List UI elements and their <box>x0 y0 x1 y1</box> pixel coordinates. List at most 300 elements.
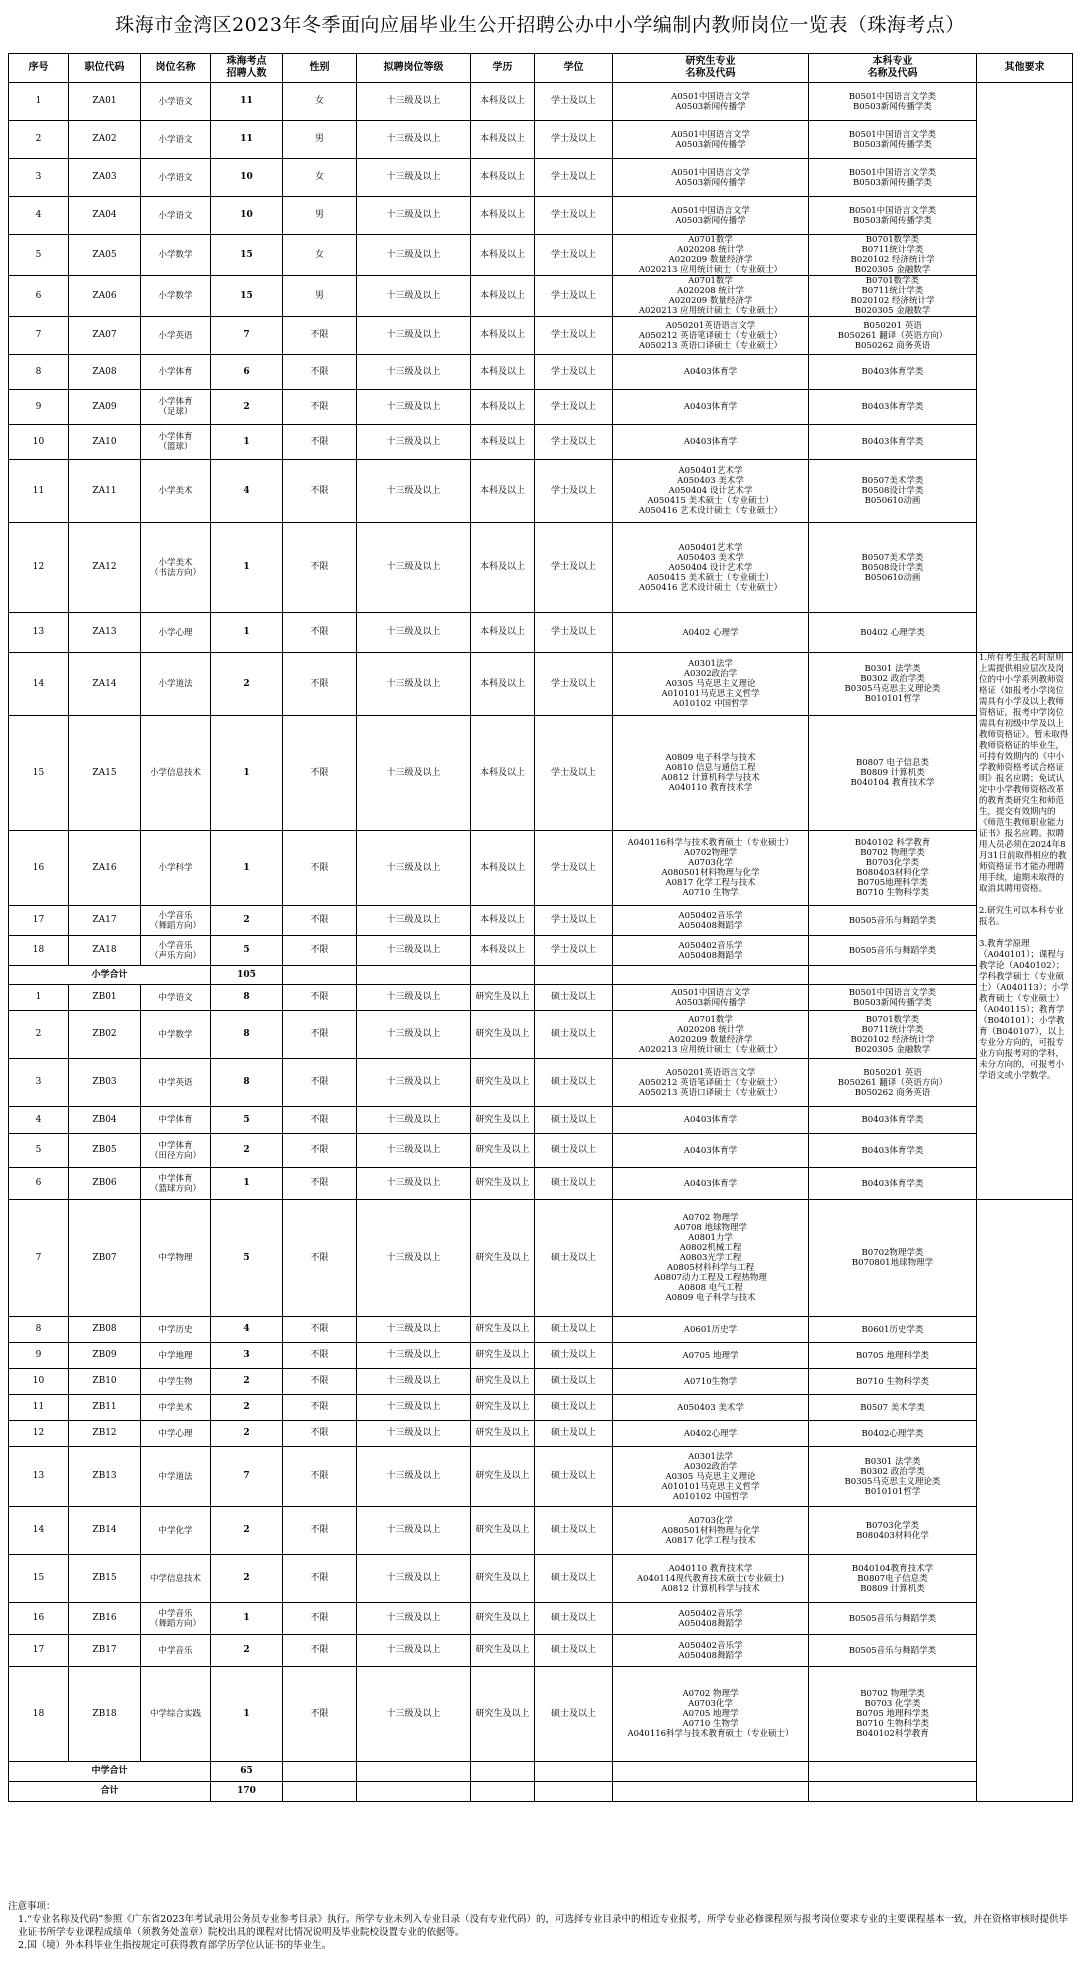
cell-gender: 不限 <box>283 390 357 425</box>
cell-degree: 学士及以上 <box>535 716 613 831</box>
table-row <box>9 906 1073 936</box>
header-gender: 性别 <box>283 54 357 83</box>
cell-degree: 学士及以上 <box>535 276 613 317</box>
cell-degree: 学士及以上 <box>535 83 613 121</box>
table-body <box>9 83 1073 1802</box>
cell-code: ZA01 <box>69 83 141 121</box>
cell-position: 中学美术 <box>141 1395 211 1421</box>
table-row <box>9 1421 1073 1447</box>
cell-degree: 学士及以上 <box>535 653 613 716</box>
empty-cell <box>535 966 613 985</box>
cell-ug-major: B0505音乐与舞蹈学类 <box>809 906 977 936</box>
empty-cell <box>283 1782 357 1802</box>
cell-code: ZB01 <box>69 985 141 1011</box>
cell-level: 十三级及以上 <box>357 159 471 197</box>
cell-ug-major: B0403体育学类 <box>809 1134 977 1168</box>
cell-position: 中学化学 <box>141 1507 211 1555</box>
cell-level: 十三级及以上 <box>357 1667 471 1762</box>
table-row <box>9 653 1073 716</box>
cell-count: 2 <box>211 390 283 425</box>
cell-count: 1 <box>211 425 283 460</box>
cell-count: 2 <box>211 1507 283 1555</box>
cell-seq: 6 <box>9 276 69 317</box>
cell-ug-major: B0505音乐与舞蹈学类 <box>809 1603 977 1635</box>
cell-code: ZB07 <box>69 1200 141 1317</box>
cell-count: 5 <box>211 1200 283 1317</box>
empty-cell <box>283 966 357 985</box>
cell-position: 小学数学 <box>141 276 211 317</box>
cell-code: ZA06 <box>69 276 141 317</box>
cell-grad-major: A050201英语语言文学 A050212 英语笔译硕士（专业硕士） A050213 英语口译硕士（专业硕士） <box>613 1059 809 1107</box>
cell-count: 1 <box>211 1168 283 1200</box>
cell-position: 小学体育 <box>141 355 211 390</box>
cell-level: 十三级及以上 <box>357 1011 471 1059</box>
cell-education: 研究生及以上 <box>471 1667 535 1762</box>
cell-count: 8 <box>211 1011 283 1059</box>
cell-ug-major: B0501中国语言文学类 B0503新闻传播学类 <box>809 121 977 159</box>
cell-level: 十三级及以上 <box>357 425 471 460</box>
cell-code: ZA14 <box>69 653 141 716</box>
cell-code: ZB12 <box>69 1421 141 1447</box>
empty-cell <box>471 1782 535 1802</box>
cell-position: 小学道法 <box>141 653 211 716</box>
cell-count: 2 <box>211 1134 283 1168</box>
cell-position: 中学体育 <box>141 1107 211 1134</box>
cell-gender: 不限 <box>283 1603 357 1635</box>
header-edu: 学历 <box>471 54 535 83</box>
subtotal-label: 中学合计 <box>9 1762 211 1782</box>
cell-degree: 硕士及以上 <box>535 985 613 1011</box>
cell-count: 2 <box>211 1395 283 1421</box>
cell-gender: 不限 <box>283 1343 357 1369</box>
empty-cell <box>471 1762 535 1782</box>
cell-code: ZB18 <box>69 1667 141 1762</box>
cell-code: ZA07 <box>69 317 141 355</box>
cell-code: ZA12 <box>69 523 141 613</box>
empty-cell <box>809 1762 977 1782</box>
cell-code: ZB14 <box>69 1507 141 1555</box>
cell-education: 本科及以上 <box>471 523 535 613</box>
cell-degree: 学士及以上 <box>535 906 613 936</box>
cell-count: 5 <box>211 1107 283 1134</box>
cell-level: 十三级及以上 <box>357 1343 471 1369</box>
table-row <box>9 1317 1073 1343</box>
cell-level: 十三级及以上 <box>357 1317 471 1343</box>
cell-count: 6 <box>211 355 283 390</box>
cell-degree: 硕士及以上 <box>535 1369 613 1395</box>
table-row <box>9 613 1073 653</box>
cell-education: 本科及以上 <box>471 425 535 460</box>
cell-level: 十三级及以上 <box>357 985 471 1011</box>
cell-level: 十三级及以上 <box>357 390 471 425</box>
cell-level: 十三级及以上 <box>357 1395 471 1421</box>
cell-count: 1 <box>211 831 283 906</box>
cell-gender: 不限 <box>283 1168 357 1200</box>
cell-degree: 硕士及以上 <box>535 1635 613 1667</box>
cell-code: ZB05 <box>69 1134 141 1168</box>
cell-education: 研究生及以上 <box>471 1447 535 1507</box>
table-row <box>9 831 1073 906</box>
cell-gender: 不限 <box>283 1369 357 1395</box>
table-row <box>9 159 1073 197</box>
cell-level: 十三级及以上 <box>357 1168 471 1200</box>
cell-ug-major: B040102 科学教育 B0702 物理学类 B0703化学类 B080403材料化学 B0705地理科学类 B0710 生物科学类 <box>809 831 977 906</box>
cell-level: 十三级及以上 <box>357 1369 471 1395</box>
cell-degree: 学士及以上 <box>535 159 613 197</box>
cell-education: 研究生及以上 <box>471 1603 535 1635</box>
cell-ug-major: B0403体育学类 <box>809 425 977 460</box>
cell-position: 中学音乐 （舞蹈方向） <box>141 1603 211 1635</box>
subtotal-count: 105 <box>211 966 283 985</box>
cell-code: ZB13 <box>69 1447 141 1507</box>
cell-seq: 1 <box>9 985 69 1011</box>
table-row <box>9 235 1073 276</box>
cell-count: 8 <box>211 1059 283 1107</box>
cell-ug-major: B0705 地理科学类 <box>809 1343 977 1369</box>
cell-degree: 学士及以上 <box>535 317 613 355</box>
cell-position: 小学美术 <box>141 460 211 523</box>
cell-level: 十三级及以上 <box>357 653 471 716</box>
cell-code: ZA18 <box>69 936 141 966</box>
cell-position: 中学语文 <box>141 985 211 1011</box>
cell-count: 15 <box>211 235 283 276</box>
cell-level: 十三级及以上 <box>357 197 471 235</box>
cell-level: 十三级及以上 <box>357 235 471 276</box>
cell-education: 本科及以上 <box>471 159 535 197</box>
cell-ug-major: B0701数学类 B0711统计学类 B020102 经济统计学 B020305 金融数学 <box>809 235 977 276</box>
cell-grad-major: A050403 美术学 <box>613 1395 809 1421</box>
cell-gender: 不限 <box>283 906 357 936</box>
cell-education: 本科及以上 <box>471 235 535 276</box>
cell-gender: 不限 <box>283 936 357 966</box>
cell-ug-major: B0701数学类 B0711统计学类 B020102 经济统计学 B020305 金融数学 <box>809 276 977 317</box>
cell-education: 本科及以上 <box>471 197 535 235</box>
cell-degree: 硕士及以上 <box>535 1059 613 1107</box>
cell-seq: 3 <box>9 1059 69 1107</box>
cell-position: 中学道法 <box>141 1447 211 1507</box>
cell-gender: 男 <box>283 121 357 159</box>
cell-ug-major: B0710 生物科学类 <box>809 1369 977 1395</box>
cell-code: ZB16 <box>69 1603 141 1635</box>
cell-ug-major: B0702物理学类 B070801地球物理学 <box>809 1200 977 1317</box>
cell-level: 十三级及以上 <box>357 523 471 613</box>
table-row <box>9 1447 1073 1507</box>
table-row <box>9 197 1073 235</box>
cell-gender: 不限 <box>283 523 357 613</box>
cell-seq: 16 <box>9 831 69 906</box>
cell-grad-major: A050402音乐学 A050408舞蹈学 <box>613 1635 809 1667</box>
cell-seq: 16 <box>9 1603 69 1635</box>
table-row <box>9 1343 1073 1369</box>
cell-gender: 不限 <box>283 716 357 831</box>
cell-ug-major: B0403体育学类 <box>809 1168 977 1200</box>
cell-education: 研究生及以上 <box>471 1343 535 1369</box>
table-row <box>9 1369 1073 1395</box>
cell-position: 小学科学 <box>141 831 211 906</box>
cell-level: 十三级及以上 <box>357 1555 471 1603</box>
header-name: 岗位名称 <box>141 54 211 83</box>
cell-level: 十三级及以上 <box>357 1059 471 1107</box>
cell-code: ZB08 <box>69 1317 141 1343</box>
cell-code: ZA04 <box>69 197 141 235</box>
cell-position: 中学体育 （篮球方向） <box>141 1168 211 1200</box>
cell-code: ZA17 <box>69 906 141 936</box>
cell-degree: 学士及以上 <box>535 235 613 276</box>
empty-cell <box>613 1782 809 1802</box>
table-row <box>9 121 1073 159</box>
cell-level: 十三级及以上 <box>357 1447 471 1507</box>
cell-grad-major: A0501中国语言文学 A0503新闻传播学 <box>613 985 809 1011</box>
cell-ug-major: B0301 法学类 B0302 政治学类 B0305马克思主义理论类 B010101哲学 <box>809 1447 977 1507</box>
cell-education: 本科及以上 <box>471 613 535 653</box>
cell-position: 小学语文 <box>141 121 211 159</box>
cell-level: 十三级及以上 <box>357 936 471 966</box>
note-1: 1.“专业名称及代码”参照《广东省2023年考试录用公务员专业参考目录》执行。所学专业未列入专业目录（没有专业代码）的，可选择专业目录中的相近专业报考，所学专业必修课程须与报考岗位要求专业的主要课程基本一致，并在资格审核时提供毕业证书所学专业课程成绩单（须教务处盖章）院校出具的课程对比情况说明及毕业院校设置专业的依据等。 <box>18 1914 1068 1938</box>
table-row <box>9 985 1073 1011</box>
cell-code: ZA13 <box>69 613 141 653</box>
cell-degree: 学士及以上 <box>535 831 613 906</box>
cell-level: 十三级及以上 <box>357 317 471 355</box>
cell-position: 中学综合实践 <box>141 1667 211 1762</box>
cell-education: 本科及以上 <box>471 831 535 906</box>
cell-code: ZB06 <box>69 1168 141 1200</box>
cell-education: 研究生及以上 <box>471 1168 535 1200</box>
cell-education: 研究生及以上 <box>471 1395 535 1421</box>
cell-position: 小学美术 （书法方向） <box>141 523 211 613</box>
header-code: 职位代码 <box>69 54 141 83</box>
cell-seq: 9 <box>9 390 69 425</box>
cell-grad-major: A0703化学 A080501材料物理与化学 A0817 化学工程与技术 <box>613 1507 809 1555</box>
cell-education: 本科及以上 <box>471 716 535 831</box>
table-row <box>9 276 1073 317</box>
cell-gender: 不限 <box>283 1011 357 1059</box>
cell-code: ZA15 <box>69 716 141 831</box>
cell-level: 十三级及以上 <box>357 121 471 159</box>
cell-grad-major: A0702 物理学 A0708 地球物理学 A0801力学 A0802机械工程 A0803光学工程 A0805材料科学与工程 A0807动力工程及工程热物理 A0808 电气工程 A0809 电子科学与技术 <box>613 1200 809 1317</box>
cell-gender: 男 <box>283 276 357 317</box>
cell-degree: 硕士及以上 <box>535 1107 613 1134</box>
cell-degree: 硕士及以上 <box>535 1134 613 1168</box>
cell-gender: 不限 <box>283 317 357 355</box>
cell-ug-major: B050201 英语 B050261 翻译（英语方向） B050262 商务英语 <box>809 1059 977 1107</box>
cell-position: 小学体育 （篮球） <box>141 425 211 460</box>
cell-gender: 不限 <box>283 1395 357 1421</box>
cell-ug-major: B0507 美术学类 <box>809 1395 977 1421</box>
cell-gender: 不限 <box>283 613 357 653</box>
cell-level: 十三级及以上 <box>357 831 471 906</box>
cell-count: 1 <box>211 1603 283 1635</box>
cell-grad-major: A0701数学 A020208 统计学 A020209 数量经济学 A020213 应用统计硕士（专业硕士） <box>613 276 809 317</box>
cell-grad-major: A040116科学与技术教育硕士（专业硕士） A0702物理学 A0703化学 A080501材料物理与化学 A0817 化学工程与技术 A0710 生物学 <box>613 831 809 906</box>
table-row <box>9 1059 1073 1107</box>
cell-seq: 13 <box>9 1447 69 1507</box>
cell-grad-major: A0403体育学 <box>613 1168 809 1200</box>
header-seq: 序号 <box>9 54 69 83</box>
table-row <box>9 1555 1073 1603</box>
cell-position: 中学数学 <box>141 1011 211 1059</box>
empty-cell <box>613 1762 809 1782</box>
cell-degree: 学士及以上 <box>535 523 613 613</box>
cell-level: 十三级及以上 <box>357 1107 471 1134</box>
cell-grad-major: A0402心理学 <box>613 1421 809 1447</box>
cell-grad-major: A0701数学 A020208 统计学 A020209 数量经济学 A020213 应用统计硕士（专业硕士） <box>613 1011 809 1059</box>
cell-ug-major: B0507美术学类 B0508设计学类 B050610动画 <box>809 460 977 523</box>
cell-position: 小学心理 <box>141 613 211 653</box>
cell-seq: 11 <box>9 1395 69 1421</box>
cell-degree: 学士及以上 <box>535 197 613 235</box>
subtotal-count: 65 <box>211 1762 283 1782</box>
cell-position: 中学体育 （田径方向） <box>141 1134 211 1168</box>
cell-degree: 硕士及以上 <box>535 1011 613 1059</box>
cell-count: 4 <box>211 460 283 523</box>
cell-position: 中学生物 <box>141 1369 211 1395</box>
subtotal-count: 170 <box>211 1782 283 1802</box>
cell-education: 本科及以上 <box>471 390 535 425</box>
header-other: 其他要求 <box>977 54 1073 83</box>
page-title: 珠海市金湾区2023年冬季面向应届毕业生公开招聘公办中小学编制内教师岗位一览表（珠海考点） <box>115 14 965 36</box>
table-row <box>9 1168 1073 1200</box>
cell-degree: 硕士及以上 <box>535 1395 613 1421</box>
table-row <box>9 1011 1073 1059</box>
table-row <box>9 1200 1073 1317</box>
cell-gender: 女 <box>283 235 357 276</box>
cell-code: ZA16 <box>69 831 141 906</box>
cell-gender: 不限 <box>283 1447 357 1507</box>
cell-ug-major: B0807 电子信息类 B0809 计算机类 B040104 教育技术学 <box>809 716 977 831</box>
cell-degree: 学士及以上 <box>535 936 613 966</box>
cell-level: 十三级及以上 <box>357 1200 471 1317</box>
cell-code: ZA09 <box>69 390 141 425</box>
cell-grad-major: A0701数学 A020208 统计学 A020209 数量经济学 A020213 应用统计硕士（专业硕士） <box>613 235 809 276</box>
cell-seq: 7 <box>9 1200 69 1317</box>
cell-ug-major: B0403体育学类 <box>809 390 977 425</box>
cell-count: 3 <box>211 1343 283 1369</box>
cell-ug-major: B0601历史学类 <box>809 1317 977 1343</box>
cell-code: ZA03 <box>69 159 141 197</box>
notes-title: 注意事项： <box>8 1901 56 1912</box>
cell-degree: 硕士及以上 <box>535 1168 613 1200</box>
subtotal-label: 小学合计 <box>9 966 211 985</box>
cell-seq: 4 <box>9 1107 69 1134</box>
cell-position: 小学音乐 （声乐方向） <box>141 936 211 966</box>
cell-level: 十三级及以上 <box>357 906 471 936</box>
cell-seq: 12 <box>9 1421 69 1447</box>
cell-count: 8 <box>211 985 283 1011</box>
cell-seq: 14 <box>9 653 69 716</box>
cell-ug-major: B0402心理学类 <box>809 1421 977 1447</box>
cell-level: 十三级及以上 <box>357 83 471 121</box>
cell-level: 十三级及以上 <box>357 276 471 317</box>
cell-degree: 学士及以上 <box>535 460 613 523</box>
subtotal-row <box>9 1782 1073 1802</box>
cell-grad-major: A0501中国语言文学 A0503新闻传播学 <box>613 121 809 159</box>
cell-count: 11 <box>211 83 283 121</box>
cell-position: 小学数学 <box>141 235 211 276</box>
cell-count: 10 <box>211 159 283 197</box>
empty-cell <box>809 1782 977 1802</box>
cell-degree: 硕士及以上 <box>535 1343 613 1369</box>
cell-count: 11 <box>211 121 283 159</box>
cell-level: 十三级及以上 <box>357 1134 471 1168</box>
cell-degree: 学士及以上 <box>535 425 613 460</box>
cell-code: ZB09 <box>69 1343 141 1369</box>
cell-seq: 8 <box>9 355 69 390</box>
cell-degree: 硕士及以上 <box>535 1447 613 1507</box>
cell-grad-major: A0403体育学 <box>613 1107 809 1134</box>
cell-education: 研究生及以上 <box>471 1507 535 1555</box>
cell-seq: 2 <box>9 121 69 159</box>
cell-seq: 5 <box>9 1134 69 1168</box>
cell-grad-major: A0403体育学 <box>613 390 809 425</box>
cell-count: 2 <box>211 653 283 716</box>
cell-degree: 学士及以上 <box>535 613 613 653</box>
cell-position: 小学英语 <box>141 317 211 355</box>
cell-seq: 8 <box>9 1317 69 1343</box>
cell-gender: 女 <box>283 83 357 121</box>
cell-degree: 硕士及以上 <box>535 1507 613 1555</box>
header-ug-major: 本科专业 名称及代码 <box>809 54 977 83</box>
other-empty-cell <box>977 83 1073 653</box>
cell-ug-major: B0501中国语言文学类 B0503新闻传播学类 <box>809 985 977 1011</box>
cell-degree: 硕士及以上 <box>535 1667 613 1762</box>
table-row <box>9 1667 1073 1762</box>
subtotal-label: 合计 <box>9 1782 211 1802</box>
cell-seq: 10 <box>9 1369 69 1395</box>
empty-cell <box>357 1782 471 1802</box>
cell-education: 本科及以上 <box>471 355 535 390</box>
cell-grad-major: A0403体育学 <box>613 425 809 460</box>
table-row <box>9 460 1073 523</box>
empty-cell <box>283 1762 357 1782</box>
cell-ug-major: B0402 心理学类 <box>809 613 977 653</box>
cell-seq: 3 <box>9 159 69 197</box>
cell-ug-major: B0701数学类 B0711统计学类 B020102 经济统计学 B020305 金融数学 <box>809 1011 977 1059</box>
cell-education: 研究生及以上 <box>471 1369 535 1395</box>
cell-education: 本科及以上 <box>471 460 535 523</box>
cell-seq: 1 <box>9 83 69 121</box>
cell-level: 十三级及以上 <box>357 613 471 653</box>
positions-table <box>8 53 1073 1802</box>
cell-code: ZB15 <box>69 1555 141 1603</box>
empty-cell <box>357 966 471 985</box>
subtotal-row <box>9 1762 1073 1782</box>
cell-gender: 男 <box>283 197 357 235</box>
cell-count: 1 <box>211 613 283 653</box>
cell-seq: 17 <box>9 1635 69 1667</box>
cell-code: ZA02 <box>69 121 141 159</box>
table-row <box>9 1603 1073 1635</box>
notes <box>8 1900 1072 1952</box>
cell-grad-major: A050402音乐学 A050408舞蹈学 <box>613 906 809 936</box>
cell-position: 中学音乐 <box>141 1635 211 1667</box>
header-level: 拟聘岗位等级 <box>357 54 471 83</box>
cell-gender: 不限 <box>283 653 357 716</box>
header-grad-major: 研究生专业 名称及代码 <box>613 54 809 83</box>
empty-cell <box>357 1762 471 1782</box>
cell-count: 10 <box>211 197 283 235</box>
cell-gender: 不限 <box>283 1200 357 1317</box>
cell-level: 十三级及以上 <box>357 1421 471 1447</box>
cell-position: 小学音乐 （舞蹈方向） <box>141 906 211 936</box>
cell-gender: 不限 <box>283 460 357 523</box>
cell-position: 小学语文 <box>141 159 211 197</box>
cell-seq: 12 <box>9 523 69 613</box>
header-count: 珠海考点 招聘人数 <box>211 54 283 83</box>
cell-code: ZB04 <box>69 1107 141 1134</box>
cell-grad-major: A0501中国语言文学 A0503新闻传播学 <box>613 83 809 121</box>
cell-gender: 不限 <box>283 1317 357 1343</box>
cell-education: 研究生及以上 <box>471 1011 535 1059</box>
